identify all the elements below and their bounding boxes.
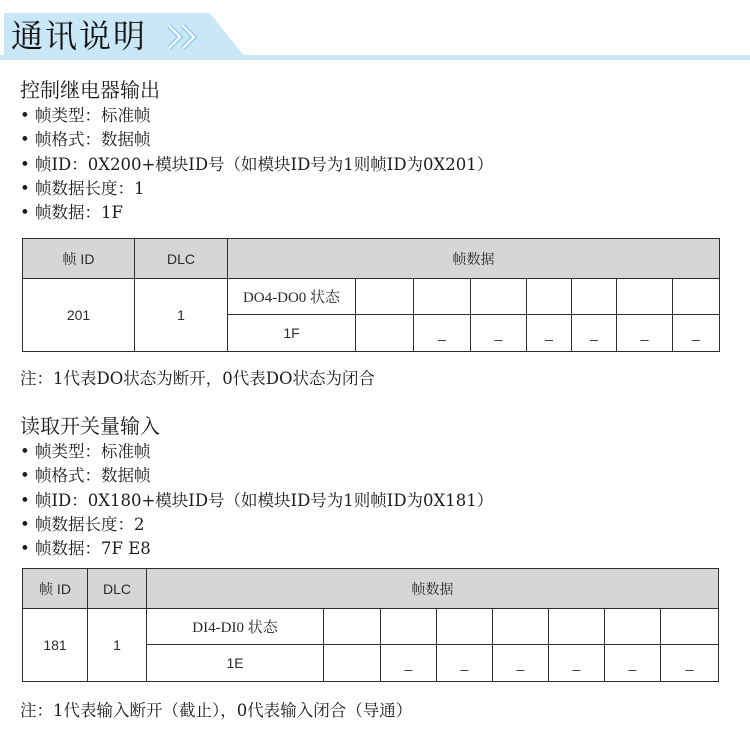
data-cell: _	[572, 315, 617, 352]
data-cell	[572, 279, 617, 315]
section-heading: 控制继电器输出	[20, 78, 160, 102]
data-cell	[324, 609, 381, 645]
bullet-marker: •	[20, 490, 30, 510]
table-row	[23, 609, 719, 645]
bullet-marker: •	[20, 154, 30, 174]
section-heading: 读取开关量输入	[20, 414, 160, 438]
list-item-text: 帧格式：数据帧	[35, 130, 151, 150]
bullet-list	[20, 104, 493, 225]
dlc-cell: 1	[88, 609, 147, 682]
data-cell	[381, 609, 437, 645]
double-chevron-right-icon	[164, 23, 204, 51]
data-cell	[617, 279, 673, 315]
data-cell: _	[617, 315, 673, 352]
bullet-marker: •	[20, 442, 30, 461]
list-item	[20, 153, 493, 177]
list-item-text: 帧格式：数据帧	[35, 466, 151, 486]
dlc-cell: 1	[135, 279, 228, 352]
bullet-marker: •	[20, 466, 30, 486]
data-cell	[527, 279, 572, 315]
column-header-frame-id: 帧 ID	[23, 239, 135, 279]
list-item	[20, 513, 493, 537]
column-header-dlc: DLC	[88, 569, 147, 609]
column-header-frame-id: 帧 ID	[23, 569, 88, 609]
data-cell	[493, 609, 549, 645]
data-cell: _	[471, 315, 527, 352]
table-header-row	[23, 569, 719, 609]
frame-table-switch-input	[22, 568, 719, 682]
list-item	[20, 489, 493, 513]
list-item-text: 帧数据：1F	[35, 203, 123, 223]
list-item-text: 帧类型：标准帧	[35, 442, 151, 461]
bullet-marker: •	[20, 539, 30, 559]
data-cell: _	[414, 315, 471, 352]
frame-id-cell: 201	[23, 279, 135, 352]
table-row	[23, 279, 720, 315]
bullet-marker: •	[20, 203, 30, 223]
data-cell	[324, 645, 381, 682]
data-row-label: 1E	[147, 645, 324, 682]
data-cell: _	[673, 315, 720, 352]
list-item	[20, 537, 493, 561]
column-header-frame-data: 帧数据	[228, 239, 720, 279]
list-item	[20, 177, 493, 201]
bullet-list	[20, 440, 493, 561]
table-note: 注：1代表输入断开（截止），0代表输入闭合（导通）	[20, 701, 413, 720]
table-note: 注：1代表DO状态为断开，0代表DO状态为闭合	[20, 369, 376, 388]
bullet-marker: •	[20, 130, 30, 150]
column-header-dlc: DLC	[135, 239, 228, 279]
list-item-text: 帧ID：0X180+模块ID号（如模块ID号为1则帧ID为0X181）	[35, 490, 494, 510]
bullet-marker: •	[20, 106, 30, 125]
frame-id-cell: 181	[23, 609, 88, 682]
data-cell	[437, 609, 493, 645]
data-cell	[661, 609, 719, 645]
list-item-text: 帧类型：标准帧	[35, 106, 151, 125]
data-row-label: DI4-DI0 状态	[147, 609, 324, 645]
data-cell: _	[549, 645, 605, 682]
list-item	[20, 104, 493, 128]
data-cell	[356, 315, 414, 352]
list-item	[20, 128, 493, 152]
data-cell: _	[381, 645, 437, 682]
data-cell	[605, 609, 661, 645]
list-item-text: 帧数据长度：1	[35, 178, 145, 198]
data-cell: _	[527, 315, 572, 352]
data-cell	[414, 279, 471, 315]
data-row-label: DO4-DO0 状态	[228, 279, 356, 315]
data-cell	[356, 279, 414, 315]
bullet-marker: •	[20, 178, 30, 198]
list-item	[20, 440, 493, 464]
data-cell: _	[493, 645, 549, 682]
list-item-text: 帧数据长度：2	[35, 514, 145, 534]
table-header-row	[23, 239, 720, 279]
list-item-text: 帧数据：7F E8	[35, 539, 151, 559]
frame-table-relay-output	[22, 238, 720, 352]
list-item	[20, 464, 493, 488]
data-cell: _	[437, 645, 493, 682]
list-item	[20, 201, 493, 225]
column-header-frame-data: 帧数据	[147, 569, 719, 609]
data-cell	[471, 279, 527, 315]
list-item-text: 帧ID：0X200+模块ID号（如模块ID号为1则帧ID为0X201）	[35, 154, 494, 174]
page-title: 通讯说明	[11, 17, 148, 55]
data-cell: _	[661, 645, 719, 682]
data-row-label: 1F	[228, 315, 356, 352]
data-cell	[673, 279, 720, 315]
bullet-marker: •	[20, 514, 30, 534]
data-cell: _	[605, 645, 661, 682]
data-cell	[549, 609, 605, 645]
